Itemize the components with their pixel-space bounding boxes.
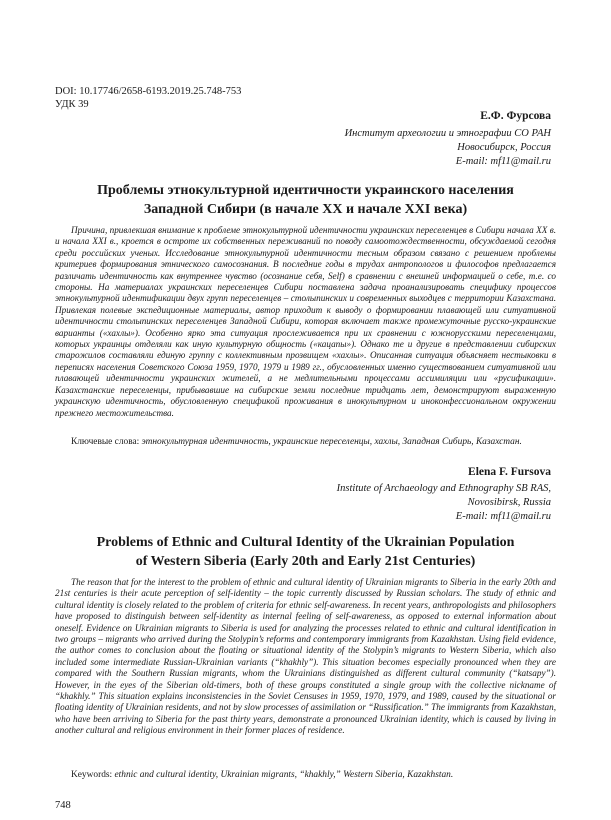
keywords-ru — [55, 437, 556, 448]
abstract-en: The reason that for the interest to the problem of ethnic and cultural identity of Ukrainian migrants to Siberia in the early 20th and 21st centuries is their acute perception of self-identity – the topic currently discussed by Russian scholars. The study of ethnic and cultural identity is closely related to the problem of criteria for ethnic self-awareness. In recent years, anthropologists and philosophers have proposed to distinguish between self-identity as internal feeling of self-awareness, as opposed to external information about oneself. Evidence on Ukrainian migrants to Siberia is used for analyzing the processes related to ethnic and cultural identification in two groups – migrants who arrived during the Stolypin’s reforms and contemporary immigrants from Kazakhstan. Using field evidence, the author comes to conclusion about the floating or situational identity of the Stolypin’s migrants to Western Siberia, which also included some intermediate Russian-Ukrainian variants (“khakhly”). This situation becomes especially pronounced when they are compared with the Southern Russian migrants, whom the Ukrainians distinguished as different cultural community (“katsapy”). However, in the eyes of the Siberian old-timers, both of these groups constituted a single group with the collective nickname of “khakhly.” This situation explains inconsistencies in the Soviet Censuses in 1959, 1970, 1979, and 1989, caused by the situational or floating identity of Ukrainian residents, and not by slow processes of assimilation or “Russification.” The immigrants from Kazakhstan, who have been arriving to Siberia for the past thirty years, demonstrate a pronounced Ukrainian identity, which is caused by living in another cultural and religious environment in their former places of residence. — [55, 577, 556, 736]
abstract-ru: Причина, привлекшая внимание к проблеме этнокультурной идентичности украинских переселенцев в Сибири начала ХХ в. и начала ХХI в., кроется в остроте их собственных переживаний по поводу самоотождественности, обсуждаемой сегодня среди российских ученых. Исследование этнокультурной идентичности тесным образом связано с решением проблемы критериев формирования этнического самосознания. В последние годы в трудах антропологов и философов предлагается различать идентичность как внутреннее чувство (осознание себя, Self) в сравнении с внешней информацией о себе, т.е. со стороны. На материалах украинских переселенцев Сибири поставлена задача проанализировать специфику процессов этнокультурной идентификации двух групп переселенцев – столыпинских и современных выходцев с территории Казахстана. Привлекая полевые экспедиционные материалы, автор приходит к выводу о формировании плавающей или ситуативной идентичности столыпинских переселенцев Западной Сибири, которая включает также промежуточные русско-украинские варианты («хахлы»). Особенно ярко эта ситуация прослеживается при их сравнении с южнорусскими переселенцами, которых украинцы отделяли как иную культурную общность («кацапы»). Однако те и другие в представлении сибирских старожилов составляли единую группу с коллективным прозвищем «хахлы». Описанная ситуация объясняет нестыковки в переписях населения Советского Союза 1959, 1970, 1979 и 1989 гг., обусловленных именно существованием ситуативной или плавающей идентичности украинских жителей, а не медлительными процессами ассимиляции или «русификации». Казахстанские переселенцы, прибывавшие на сибирские земли последние тридцать лет, демонстрируют выраженную украинскую идентичность, обусловленную спецификой проживания в инокультурном и иноконфессиональном окружении прежнего местожительства. — [55, 225, 556, 418]
udk: УДК 39 — [55, 99, 89, 110]
author-ru: Е.Ф. Фурсова — [480, 110, 551, 122]
title-en-line-2: of Western Siberia (Early 20th and Early 21st Centuries) — [135, 554, 476, 569]
affiliation-ru-institute: Институт археологии и этнографии СО РАН — [344, 128, 551, 139]
doi: DOI: 10.17746/2658-6193.2019.25.748-753 — [55, 86, 242, 97]
title-en-line-1: Problems of Ethnic and Cultural Identity of the Ukrainian Population — [96, 535, 515, 550]
title-ru-line-2: Западной Сибири (в начале ХХ и начале ХХI века) — [143, 202, 468, 217]
affiliation-en-email: E-mail: mf11@mail.ru — [455, 511, 551, 522]
affiliation-en-city: Novosibirsk, Russia — [467, 497, 551, 508]
keywords-ru-label: Ключевые слова: — [71, 437, 140, 447]
author-en: Elena F. Fursova — [468, 466, 551, 478]
keywords-ru-text: этнокультурная идентичность, украинские переселенцы, хахлы, Западная Сибирь, Казахстан. — [141, 437, 522, 447]
title-ru-line-1: Проблемы этнокультурной идентичности украинского населения — [97, 183, 514, 198]
keywords-en-label: Keywords: — [71, 770, 113, 780]
page-number: 748 — [55, 800, 71, 811]
affiliation-en-institute: Institute of Archaeology and Ethnography SB RAS, — [336, 483, 551, 494]
affiliation-ru-city: Новосибирск, Россия — [457, 142, 551, 153]
keywords-en-text: ethnic and cultural identity, Ukrainian migrants, “khakhly,” Western Siberia, Kazakhstan. — [114, 770, 454, 780]
keywords-en — [55, 770, 556, 781]
affiliation-ru-email: E-mail: mf11@mail.ru — [455, 156, 551, 167]
